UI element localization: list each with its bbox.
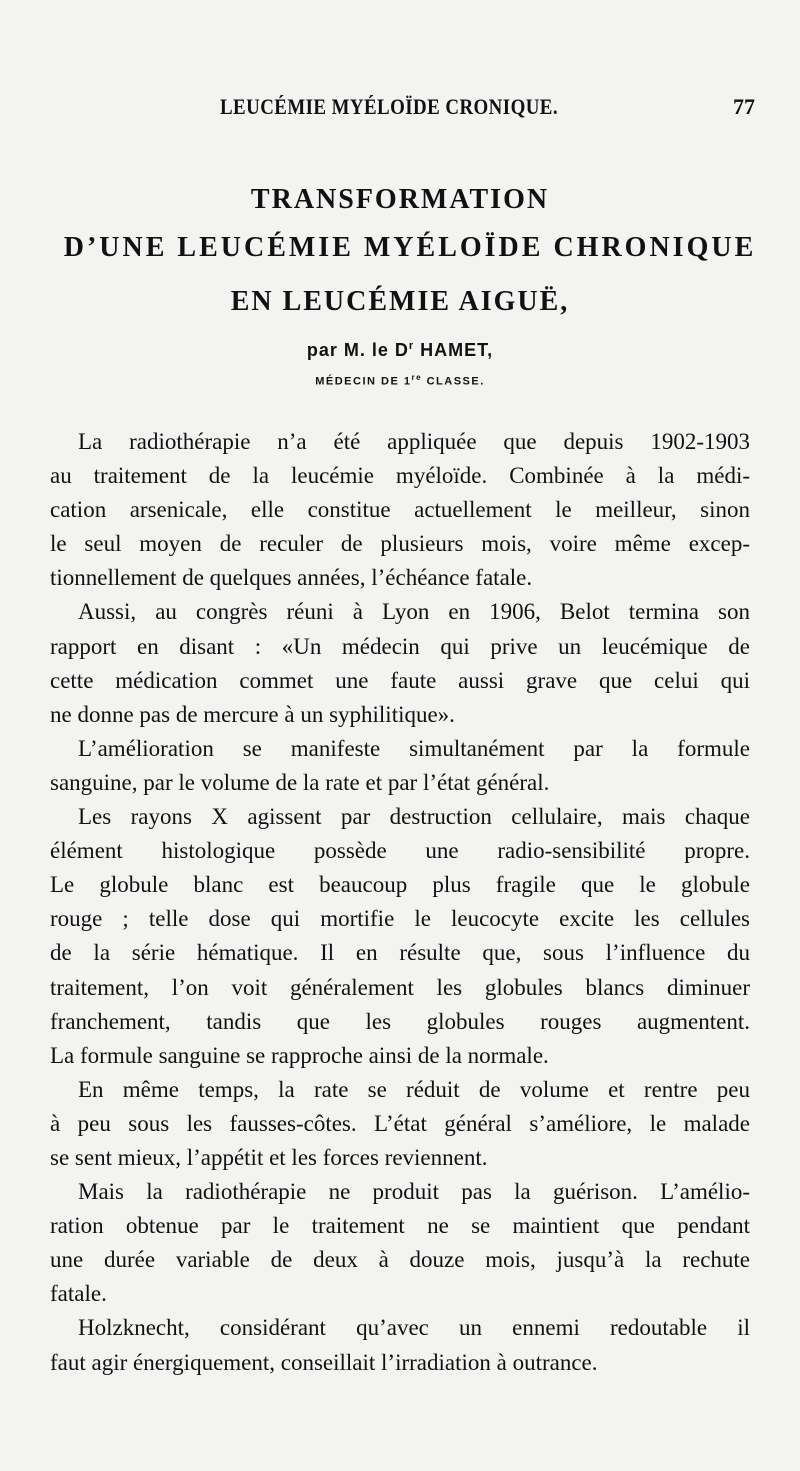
text-line: à peu sous les fausses-côtes. L’état général s’améliore, le malade: [50, 1110, 750, 1136]
author-byline: [40, 340, 760, 361]
paragraph: [50, 595, 750, 731]
text-line: traitement, l’on voit généralement les globules blancs diminuer: [50, 974, 750, 1000]
text-line: rouge ; telle dose qui mortifie le leucocyte excite les cellules: [50, 906, 750, 932]
text-line: de la série hématique. Il en résulte que, sous l’influence du: [50, 940, 750, 966]
page-number: 77: [733, 94, 755, 119]
text-line: En même temps, la rate se réduit de volume et rentre peu: [78, 1076, 750, 1102]
running-header: [60, 94, 760, 124]
text-line: se sent mieux, l’appétit et les forces reviennent.: [50, 1144, 488, 1170]
text-line: ne donne pas de mercure à un syphilitique».: [50, 701, 455, 727]
text-line: Holzknecht, considérant qu’avec un ennemi redoutable il: [78, 1315, 750, 1341]
paragraph: [50, 732, 750, 800]
text-line: Mais la radiothérapie ne produit pas la guérison. L’amélio-: [78, 1179, 750, 1205]
article-title-block: [40, 180, 760, 388]
text-line: franchement, tandis que les globules rouges augmentent.: [50, 1008, 750, 1034]
article-title-line-3: EN LEUCÉMIE AIGUË,: [230, 286, 570, 317]
text-line: Aussi, au congrès réuni à Lyon en 1906, Belot termina son: [78, 599, 750, 625]
text-line: Le globule blanc est beaucoup plus fragile que le globule: [50, 872, 750, 898]
author-prefix: par M. le D: [306, 340, 409, 360]
paragraph: [50, 1175, 750, 1311]
author-sup: r: [408, 340, 415, 352]
text-line: fatale.: [50, 1281, 107, 1307]
article-title-line-2: D’UNE LEUCÉMIE MYÉLOÏDE CHRONIQUE: [63, 232, 757, 263]
running-title: LEUCÉMIE MYÉLOÏDE CRONIQUE.: [220, 94, 559, 119]
text-line: La radiothérapie n’a été appliquée que depuis 1902-1903: [78, 429, 750, 454]
affiliation-prefix: MÉDECIN DE 1: [315, 375, 412, 388]
text-line: rapport en disant : «Un médecin qui prive un leucémique de: [50, 633, 750, 659]
text-line: cation arsenicale, elle constitue actuellement le meilleur, sinon: [50, 497, 750, 523]
text-line: sanguine, par le volume de la rate et par l’état général.: [50, 769, 550, 795]
text-line: ration obtenue par le traitement ne se maintient que pendant: [50, 1213, 750, 1239]
text-line: le seul moyen de reculer de plusieurs mois, voire même excep-: [50, 531, 750, 557]
paragraph: [50, 1073, 750, 1175]
author-name: HAMET,: [414, 340, 494, 360]
text-line: Les rayons X agissent par destruction cellulaire, mais chaque: [78, 804, 750, 830]
text-line: L’amélioration se manifeste simultanément par la formule: [78, 735, 750, 761]
text-line: au traitement de la leucémie myéloïde. Combinée à la médi-: [50, 463, 750, 489]
text-line: tionnellement de quelques années, l’échéance fatale.: [50, 565, 533, 591]
text-line: élément histologique possède une radio-sensibilité propre.: [50, 838, 750, 864]
text-line: faut agir énergiquement, conseillait l’irradiation à outrance.: [50, 1349, 598, 1375]
text-line: La formule sanguine se rapproche ainsi de la normale.: [50, 1042, 549, 1068]
article-body: [50, 425, 750, 1380]
affiliation-sup: re: [411, 373, 423, 382]
affiliation-suffix: CLASSE.: [422, 375, 485, 388]
text-line: une durée variable de deux à douze mois, jusqu’à la rechute: [50, 1247, 750, 1273]
paragraph: [50, 1311, 750, 1379]
paragraph: [50, 800, 750, 1073]
paragraph: [50, 425, 750, 595]
article-title-line-1: TRANSFORMATION: [250, 184, 550, 215]
author-affiliation: [40, 373, 760, 388]
text-line: cette médication commet une faute aussi grave que celui qui: [50, 667, 750, 693]
